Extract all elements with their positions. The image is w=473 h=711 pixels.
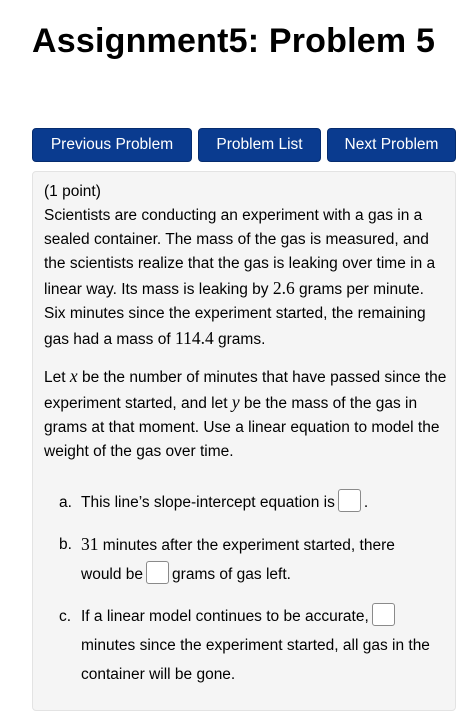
part-c-text-2: minutes since the experiment started, all gas in the container will be gone. <box>81 637 430 683</box>
part-a-letter: a. <box>59 494 72 511</box>
part-a-text: This line’s slope-intercept equation is <box>81 494 335 511</box>
setup-text-2: be the number of minutes that have passed since the experiment started, and let <box>44 369 447 412</box>
part-a-period: . <box>363 494 369 511</box>
variable-x: x <box>69 366 78 386</box>
page-title: Assignment5: Problem 5 <box>32 22 436 60</box>
part-b-text-1: minutes after the experiment started, there would be <box>81 537 395 583</box>
problem-setup <box>44 364 449 464</box>
previous-problem-button[interactable]: Previous Problem <box>32 128 192 162</box>
part-c-letter: c. <box>59 608 72 625</box>
part-c-answer-input[interactable] <box>372 603 395 626</box>
intro-text-3: grams. <box>213 331 266 348</box>
problem-list-button[interactable]: Problem List <box>198 128 321 162</box>
problem-intro <box>44 180 449 352</box>
problem-body <box>32 171 456 711</box>
mass-value: 114.4 <box>174 328 214 348</box>
part-c-text-1: If a linear model continues to be accurate, <box>81 608 369 625</box>
part-b <box>44 530 436 589</box>
variable-y: y <box>231 392 240 412</box>
part-b-letter: b. <box>59 536 72 553</box>
setup-text-1: Let <box>44 369 70 386</box>
setup-text-3: be the mass of the gas in grams at that moment. Use a linear equation to model the weight of the gas over time. <box>44 395 440 460</box>
part-c <box>44 602 436 689</box>
next-problem-button[interactable]: Next Problem <box>327 128 456 162</box>
part-b-minutes-value: 31 <box>81 534 99 554</box>
problem-parts <box>44 488 455 689</box>
intro-text-2: grams per minute. Six minutes since the experiment started, the remaining gas had a mass of <box>44 281 426 348</box>
intro-text-1: Scientists are conducting an experiment with a gas in a sealed container. The mass of the gas is measured, and the scientists realize that the gas is leaking over time in a linear way. Its mass is leaking by <box>44 207 436 298</box>
part-b-answer-input[interactable] <box>146 561 169 584</box>
part-a <box>44 488 436 517</box>
part-b-text-2: grams of gas left. <box>172 566 291 583</box>
leak-rate-value: 2.6 <box>272 278 295 298</box>
part-a-answer-input[interactable] <box>338 489 361 512</box>
point-value: (1 point) <box>44 183 101 200</box>
